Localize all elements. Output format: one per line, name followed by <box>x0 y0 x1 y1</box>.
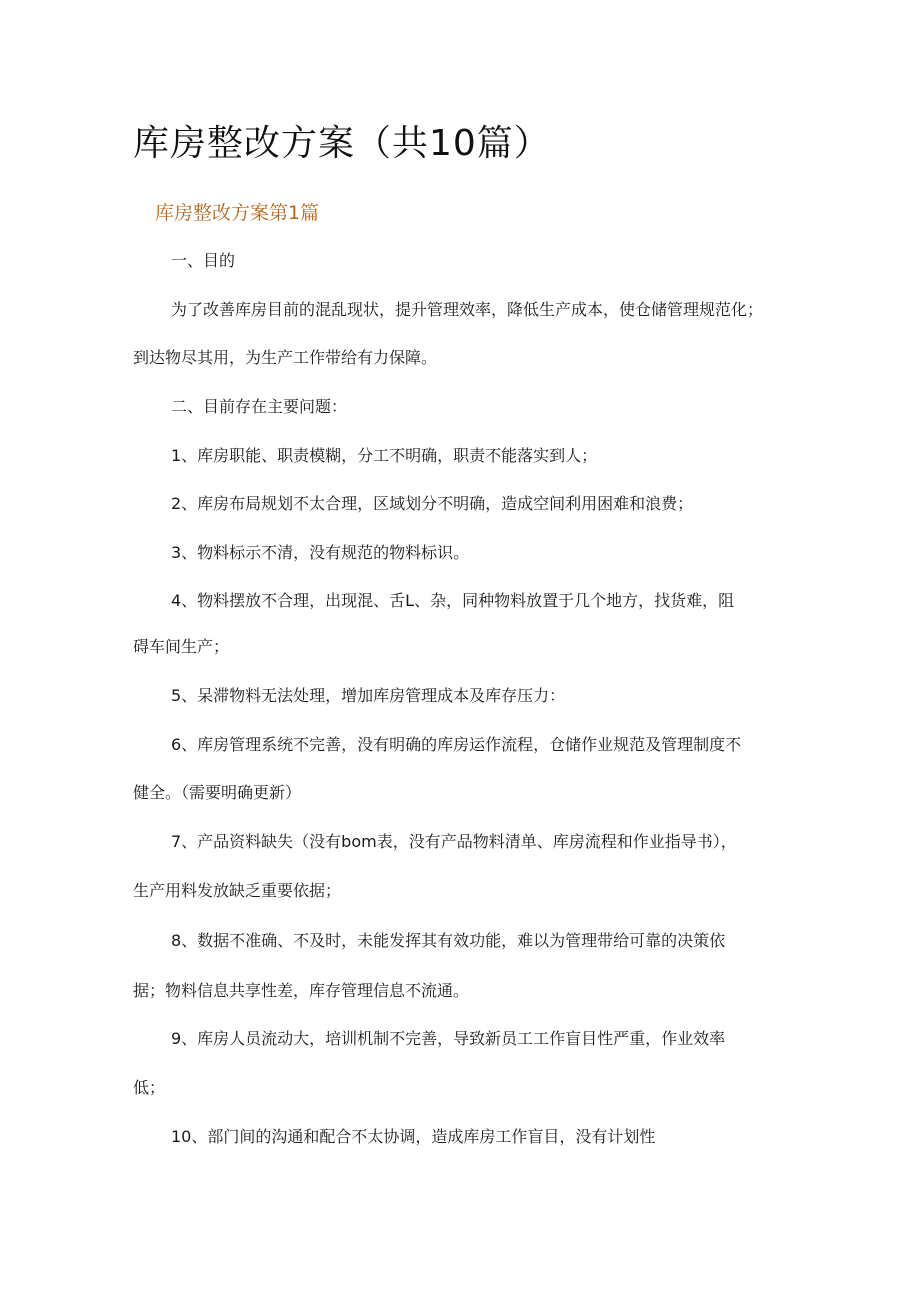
list-item-problem-10: 10、部门间的沟通和配合不太协调，造成库房工作盲目，没有计划性 <box>171 1127 656 1146</box>
paragraph-purpose-text: 为了改善库房目前的混乱现状，提升管理效率，降低生产成本，使仓储管理规范化； <box>171 300 764 319</box>
list-item-problem-8: 8、数据不准确、不及时，未能发挥其有效功能，难以为管理带给可靠的决策依 <box>171 931 726 950</box>
paragraph-problems-heading: 二、目前存在主要问题： <box>171 397 348 416</box>
list-item-problem-8-cont: 据；物料信息共享性差，库存管理信息不流通。 <box>133 981 470 1000</box>
list-item-problem-7-cont: 生产用料发放缺乏重要依据； <box>133 881 342 900</box>
list-item-problem-9-cont: 低； <box>133 1078 166 1097</box>
paragraph-purpose-text-cont: 到达物尽其用，为生产工作带给有力保障。 <box>133 348 438 367</box>
list-item-problem-6-cont: 健全。（需要明确更新） <box>133 783 302 802</box>
list-item-problem-9: 9、库房人员流动大，培训机制不完善，导致新员工工作盲目性严重，作业效率 <box>171 1029 726 1048</box>
list-item-problem-3: 3、物料标示不清，没有规范的物料标识。 <box>171 543 470 562</box>
list-item-problem-4-cont: 碍车间生产； <box>133 637 230 656</box>
list-item-problem-2: 2、库房布局规划不太合理，区域划分不明确，造成空间利用困难和浪费； <box>171 494 694 513</box>
list-item-problem-4: 4、物料摆放不合理，出现混、舌L、杂，同种物料放置于几个地方，找货难，阻 <box>171 591 735 610</box>
paragraph-purpose-heading: 一、目的 <box>171 251 236 270</box>
section-heading: 库房整改方案第1篇 <box>155 202 320 224</box>
list-item-problem-7: 7、产品资料缺失（没有bom表，没有产品物料清单、库房流程和作业指导书）， <box>171 832 737 851</box>
list-item-problem-1: 1、库房职能、职责模糊，分工不明确，职责不能落实到人； <box>171 446 598 465</box>
list-item-problem-6: 6、库房管理系统不完善，没有明确的库房运作流程，仓储作业规范及管理制度不 <box>171 735 742 754</box>
list-item-problem-5: 5、呆滞物料无法处理，增加库房管理成本及库存压力： <box>171 686 566 705</box>
document-title: 库房整改方案（共10篇） <box>133 123 551 164</box>
